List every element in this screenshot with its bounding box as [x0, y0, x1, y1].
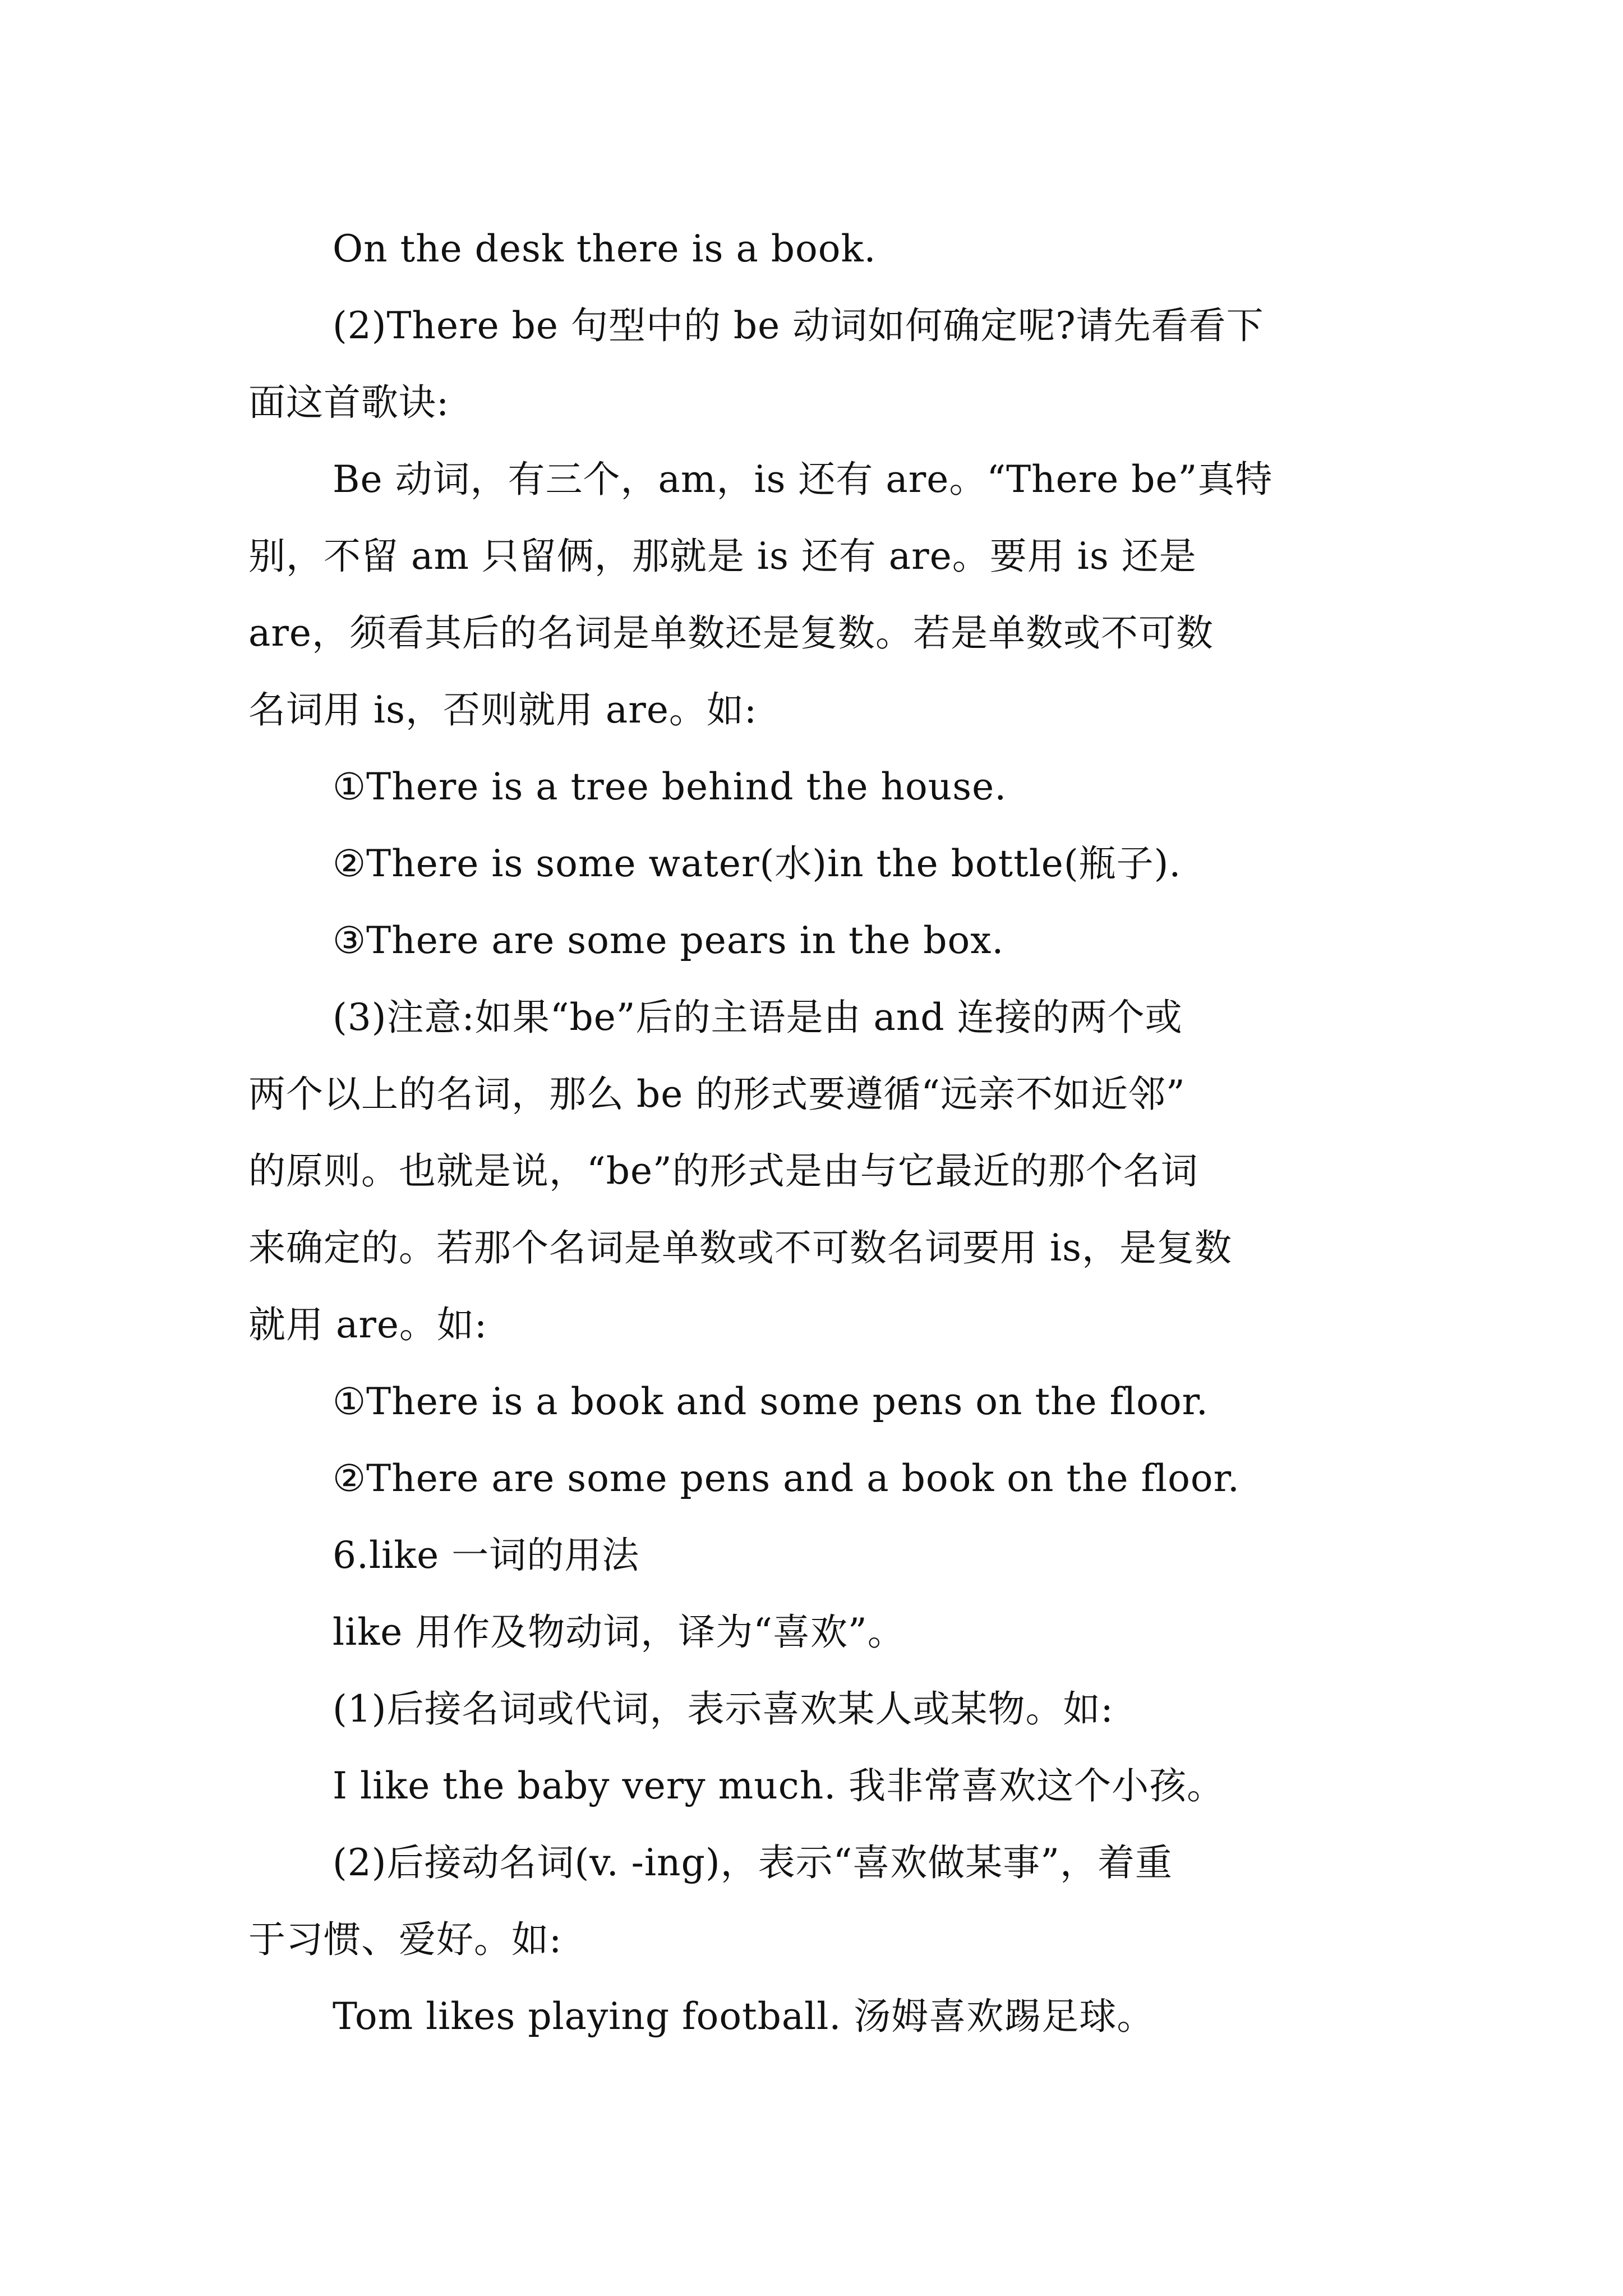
- example-line-5: ②There are some pens and a book on the floor.: [333, 1457, 1240, 1500]
- example-line-2: ②There is some water(水)in the bottle(瓶子).: [333, 842, 1182, 885]
- text-line-23: 于习惯、爱好。如:: [248, 1918, 562, 1961]
- text-line-14: 来确定的。若那个名词是单数或不可数名词要用 is，是复数: [248, 1226, 1232, 1269]
- text-line-11: (3)注意:如果“be”后的主语是由 and 连接的两个或: [333, 996, 1183, 1039]
- example-line-6: I like the baby very much. 我非常喜欢这个小孩。: [333, 1764, 1225, 1807]
- text-line-19: like 用作及物动词，译为“喜欢”。: [333, 1611, 905, 1654]
- example-line-3: ③There are some pears in the box.: [333, 919, 1004, 962]
- text-line-22: (2)后接动名词(v. -ing)，表示“喜欢做某事”，着重: [333, 1841, 1173, 1884]
- example-line-1: ①There is a tree behind the house.: [333, 765, 1007, 808]
- document-body: [248, 210, 1379, 2055]
- text-line-4: Be 动词，有三个，am，is 还有 are。“There be”真特: [333, 458, 1273, 501]
- text-line-5: 别，不留 am 只留俩，那就是 is 还有 are。要用 is 还是: [248, 535, 1197, 578]
- text-line-6: are，须看其后的名词是单数还是复数。若是单数或不可数: [248, 611, 1214, 655]
- text-line-3: 面这首歌诀:: [248, 381, 450, 424]
- text-line-1: On the desk there is a book.: [333, 227, 877, 270]
- text-line-12: 两个以上的名词，那么 be 的形式要遵循“远亲不如近邻”: [248, 1073, 1186, 1116]
- example-line-7: Tom likes playing football. 汤姆喜欢踢足球。: [333, 1995, 1155, 2038]
- text-line-20: (1)后接名词或代词，表示喜欢某人或某物。如:: [333, 1687, 1114, 1731]
- text-line-15: 就用 are。如:: [248, 1303, 488, 1346]
- text-line-2: (2)There be 句型中的 be 动词如何确定呢?请先看看下: [333, 304, 1264, 347]
- text-line-7: 名词用 is，否则就用 are。如:: [248, 688, 758, 731]
- section-heading-like: 6.like 一词的用法: [333, 1534, 640, 1577]
- example-line-4: ①There is a book and some pens on the floor.: [333, 1380, 1209, 1423]
- text-line-13: 的原则。也就是说，“be”的形式是由与它最近的那个名词: [248, 1149, 1198, 1193]
